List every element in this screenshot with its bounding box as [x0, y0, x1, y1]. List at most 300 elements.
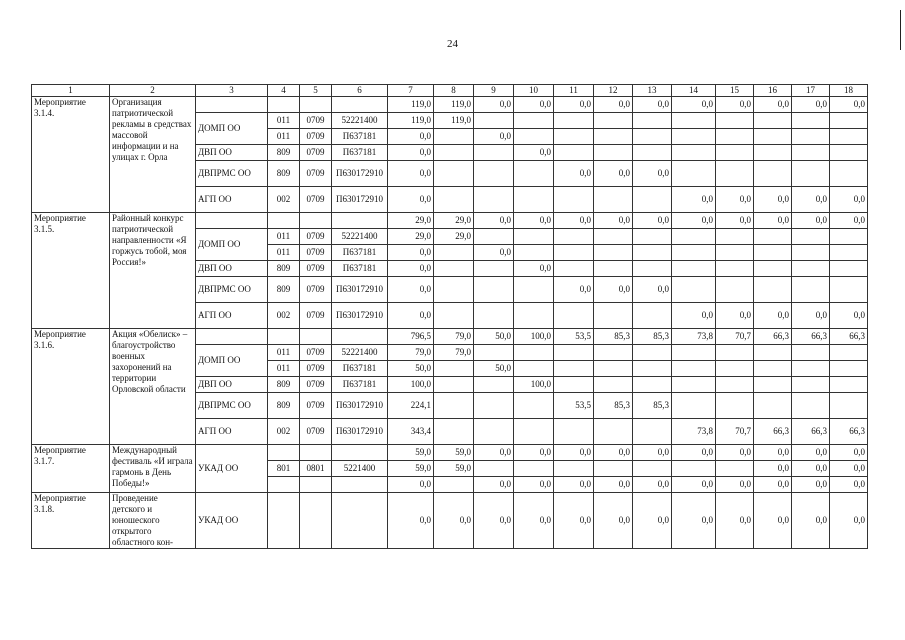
value-cell	[830, 345, 868, 361]
column-number: 6	[332, 85, 388, 97]
value-cell	[672, 113, 716, 129]
column-number: 14	[672, 85, 716, 97]
value-cell	[474, 277, 514, 303]
org-cell-empty	[196, 329, 268, 345]
value-cell	[672, 461, 716, 477]
value-cell	[474, 419, 514, 445]
value-cell: 0,0	[554, 277, 594, 303]
value-cell	[792, 161, 830, 187]
value-cell: 0,0	[514, 477, 554, 493]
value-cell: 85,3	[633, 329, 672, 345]
value-cell: 0,0	[672, 493, 716, 549]
measure-code: Мероприятие 3.1.8.	[32, 493, 110, 549]
value-cell	[434, 187, 474, 213]
value-cell	[474, 145, 514, 161]
value-cell	[716, 245, 754, 261]
value-cell	[716, 261, 754, 277]
code-cell-empty	[332, 97, 388, 113]
grbs-code: 809	[268, 393, 300, 419]
table-row	[32, 445, 868, 461]
value-cell: 59,0	[388, 461, 434, 477]
code-cell-empty	[332, 493, 388, 549]
value-cell	[672, 377, 716, 393]
value-cell	[754, 245, 792, 261]
value-cell: 119,0	[388, 113, 434, 129]
value-cell	[830, 161, 868, 187]
value-cell	[514, 245, 554, 261]
value-cell	[514, 113, 554, 129]
value-cell	[754, 393, 792, 419]
column-number: 10	[514, 85, 554, 97]
value-cell: 0,0	[474, 445, 514, 461]
code-cell-empty	[268, 97, 300, 113]
measure-name: Акция «Обелиск» – благоустройство военных захоронений на территории Орловской области	[110, 329, 196, 445]
value-cell: 29,0	[434, 229, 474, 245]
value-cell	[792, 145, 830, 161]
value-cell	[514, 345, 554, 361]
value-cell	[830, 129, 868, 145]
value-cell: 0,0	[792, 97, 830, 113]
grbs-code: 002	[268, 187, 300, 213]
value-cell: 0,0	[672, 97, 716, 113]
value-cell	[754, 145, 792, 161]
code-cell-empty	[300, 97, 332, 113]
column-number: 13	[633, 85, 672, 97]
value-cell	[633, 229, 672, 245]
table-row	[32, 213, 868, 229]
header-row	[32, 85, 868, 97]
value-cell	[792, 393, 830, 419]
value-cell	[830, 245, 868, 261]
value-cell	[754, 161, 792, 187]
value-cell: 0,0	[633, 97, 672, 113]
value-cell	[633, 419, 672, 445]
value-cell	[514, 277, 554, 303]
value-cell	[474, 393, 514, 419]
value-cell	[792, 345, 830, 361]
value-cell: 0,0	[388, 187, 434, 213]
column-number: 17	[792, 85, 830, 97]
value-cell: 0,0	[594, 493, 633, 549]
value-cell	[830, 277, 868, 303]
section-code: 0709	[300, 261, 332, 277]
value-cell: 0,0	[792, 477, 830, 493]
code-cell-empty	[268, 493, 300, 549]
value-cell: 0,0	[554, 213, 594, 229]
value-cell: 50,0	[474, 361, 514, 377]
value-cell: 0,0	[754, 477, 792, 493]
target-article-code: П637181	[332, 129, 388, 145]
value-cell	[672, 129, 716, 145]
grbs-code: 809	[268, 277, 300, 303]
value-cell: 119,0	[434, 113, 474, 129]
value-cell	[514, 187, 554, 213]
grbs-code: 809	[268, 161, 300, 187]
value-cell: 0,0	[633, 445, 672, 461]
value-cell: 0,0	[594, 97, 633, 113]
value-cell	[633, 361, 672, 377]
value-cell: 100,0	[514, 377, 554, 393]
value-cell: 59,0	[434, 461, 474, 477]
measure-code: Мероприятие 3.1.7.	[32, 445, 110, 493]
value-cell: 0,0	[754, 303, 792, 329]
section-code: 0709	[300, 377, 332, 393]
value-cell: 0,0	[830, 97, 868, 113]
value-cell: 85,3	[594, 329, 633, 345]
value-cell: 0,0	[474, 213, 514, 229]
value-cell	[474, 229, 514, 245]
target-article-code: П630172910	[332, 161, 388, 187]
value-cell: 0,0	[754, 97, 792, 113]
value-cell	[594, 419, 633, 445]
value-cell	[554, 261, 594, 277]
value-cell: 0,0	[792, 445, 830, 461]
value-cell	[754, 113, 792, 129]
value-cell	[633, 303, 672, 329]
value-cell: 0,0	[830, 187, 868, 213]
grbs-code: 011	[268, 229, 300, 245]
column-number: 7	[388, 85, 434, 97]
value-cell	[830, 377, 868, 393]
value-cell: 796,5	[388, 329, 434, 345]
value-cell	[554, 129, 594, 145]
org-name: ДВП ОО	[196, 261, 268, 277]
value-cell: 0,0	[633, 493, 672, 549]
value-cell: 0,0	[792, 213, 830, 229]
target-article-code: П630172910	[332, 419, 388, 445]
value-cell: 0,0	[716, 97, 754, 113]
value-cell: 50,0	[388, 361, 434, 377]
value-cell	[594, 187, 633, 213]
value-cell: 0,0	[672, 477, 716, 493]
value-cell	[594, 361, 633, 377]
org-name: ДОМП ОО	[196, 229, 268, 261]
target-article-code: П637181	[332, 361, 388, 377]
value-cell: 343,4	[388, 419, 434, 445]
grbs-code: 011	[268, 345, 300, 361]
value-cell: 53,5	[554, 393, 594, 419]
column-number: 12	[594, 85, 633, 97]
value-cell: 100,0	[388, 377, 434, 393]
column-number: 2	[110, 85, 196, 97]
code-cell-empty	[300, 493, 332, 549]
value-cell	[554, 229, 594, 245]
value-cell	[474, 345, 514, 361]
value-cell	[716, 377, 754, 393]
value-cell	[434, 303, 474, 329]
value-cell	[474, 187, 514, 213]
value-cell: 119,0	[434, 97, 474, 113]
code-cell-empty	[268, 445, 300, 461]
value-cell: 0,0	[792, 461, 830, 477]
grbs-code: 011	[268, 113, 300, 129]
target-article-code: П637181	[332, 261, 388, 277]
table-row	[32, 493, 868, 549]
value-cell	[633, 113, 672, 129]
value-cell: 0,0	[594, 445, 633, 461]
budget-table	[31, 84, 868, 549]
value-cell	[554, 345, 594, 361]
value-cell: 0,0	[594, 213, 633, 229]
value-cell	[672, 361, 716, 377]
code-cell-empty	[268, 477, 300, 493]
value-cell	[594, 261, 633, 277]
value-cell: 0,0	[754, 493, 792, 549]
value-cell	[434, 393, 474, 419]
org-name: ДВПРМС ОО	[196, 393, 268, 419]
value-cell: 0,0	[754, 213, 792, 229]
value-cell: 73,8	[672, 329, 716, 345]
value-cell	[792, 361, 830, 377]
value-cell: 79,0	[434, 345, 474, 361]
value-cell	[514, 461, 554, 477]
value-cell: 66,3	[754, 419, 792, 445]
value-cell	[792, 245, 830, 261]
value-cell: 70,7	[716, 419, 754, 445]
section-code: 0709	[300, 393, 332, 419]
value-cell: 0,0	[388, 129, 434, 145]
value-cell: 0,0	[754, 461, 792, 477]
grbs-code: 002	[268, 419, 300, 445]
value-cell	[716, 161, 754, 187]
value-cell: 0,0	[514, 445, 554, 461]
value-cell: 0,0	[792, 187, 830, 213]
value-cell	[754, 129, 792, 145]
value-cell: 0,0	[474, 97, 514, 113]
value-cell	[554, 377, 594, 393]
value-cell: 29,0	[388, 229, 434, 245]
value-cell	[514, 129, 554, 145]
value-cell: 66,3	[754, 329, 792, 345]
section-code: 0709	[300, 245, 332, 261]
measure-name: Проведение детского и юношеского открытого областного кон-	[110, 493, 196, 549]
value-cell	[716, 345, 754, 361]
org-name: ДВП ОО	[196, 377, 268, 393]
value-cell: 0,0	[554, 493, 594, 549]
code-cell-empty	[268, 329, 300, 345]
section-code: 0709	[300, 161, 332, 187]
value-cell	[514, 229, 554, 245]
value-cell: 0,0	[672, 187, 716, 213]
value-cell	[554, 361, 594, 377]
value-cell	[672, 261, 716, 277]
value-cell: 59,0	[434, 445, 474, 461]
value-cell: 0,0	[388, 145, 434, 161]
code-cell-empty	[332, 213, 388, 229]
value-cell: 0,0	[633, 477, 672, 493]
value-cell	[792, 377, 830, 393]
code-cell-empty	[332, 477, 388, 493]
measure-name: Районный конкурс патриотической направленности «Я горжусь тобой, моя Россия!»	[110, 213, 196, 329]
value-cell: 0,0	[716, 493, 754, 549]
org-name: УКАД ОО	[196, 493, 268, 549]
value-cell: 0,0	[554, 97, 594, 113]
value-cell: 0,0	[388, 477, 434, 493]
value-cell: 66,3	[830, 419, 868, 445]
value-cell: 0,0	[474, 129, 514, 145]
grbs-code: 809	[268, 261, 300, 277]
measure-code: Мероприятие 3.1.6.	[32, 329, 110, 445]
value-cell: 0,0	[672, 303, 716, 329]
value-cell	[434, 377, 474, 393]
value-cell: 0,0	[388, 161, 434, 187]
value-cell	[514, 361, 554, 377]
target-article-code: 52221400	[332, 113, 388, 129]
column-number: 15	[716, 85, 754, 97]
grbs-code: 011	[268, 245, 300, 261]
value-cell	[474, 113, 514, 129]
value-cell: 53,5	[554, 329, 594, 345]
value-cell: 224,1	[388, 393, 434, 419]
column-number: 16	[754, 85, 792, 97]
page-number: 24	[447, 38, 458, 50]
value-cell	[633, 345, 672, 361]
value-cell: 0,0	[792, 493, 830, 549]
value-cell	[716, 229, 754, 245]
org-name: АГП ОО	[196, 187, 268, 213]
grbs-code: 801	[268, 461, 300, 477]
value-cell	[594, 113, 633, 129]
org-name: УКАД ОО	[196, 445, 268, 493]
value-cell	[792, 129, 830, 145]
value-cell: 85,3	[594, 393, 633, 419]
value-cell: 119,0	[388, 97, 434, 113]
value-cell	[594, 461, 633, 477]
value-cell: 0,0	[716, 303, 754, 329]
target-article-code: П637181	[332, 377, 388, 393]
value-cell: 0,0	[830, 445, 868, 461]
value-cell	[594, 345, 633, 361]
value-cell: 0,0	[754, 445, 792, 461]
value-cell: 85,3	[633, 393, 672, 419]
value-cell	[434, 419, 474, 445]
value-cell	[594, 303, 633, 329]
value-cell: 0,0	[388, 493, 434, 549]
value-cell	[633, 377, 672, 393]
value-cell: 0,0	[754, 187, 792, 213]
value-cell	[514, 303, 554, 329]
value-cell	[474, 461, 514, 477]
value-cell: 0,0	[830, 213, 868, 229]
value-cell	[830, 261, 868, 277]
value-cell: 0,0	[830, 461, 868, 477]
value-cell	[754, 261, 792, 277]
value-cell	[716, 145, 754, 161]
value-cell	[554, 245, 594, 261]
table-row	[32, 97, 868, 113]
value-cell: 0,0	[474, 493, 514, 549]
value-cell: 0,0	[388, 303, 434, 329]
table-row	[32, 329, 868, 345]
code-cell-empty	[300, 477, 332, 493]
value-cell	[434, 129, 474, 145]
value-cell	[754, 277, 792, 303]
section-code: 0709	[300, 229, 332, 245]
value-cell	[514, 393, 554, 419]
org-name: ДВПРМС ОО	[196, 161, 268, 187]
measure-name: Организация патриотической рекламы в средствах массовой информации и на улицах г. Орла	[110, 97, 196, 213]
value-cell: 0,0	[594, 277, 633, 303]
value-cell	[434, 261, 474, 277]
target-article-code: П630172910	[332, 277, 388, 303]
column-number: 1	[32, 85, 110, 97]
value-cell: 0,0	[633, 277, 672, 303]
value-cell	[830, 145, 868, 161]
value-cell: 50,0	[474, 329, 514, 345]
value-cell	[434, 161, 474, 187]
code-cell-empty	[300, 213, 332, 229]
value-cell	[672, 229, 716, 245]
target-article-code: 52221400	[332, 229, 388, 245]
value-cell	[434, 245, 474, 261]
value-cell	[672, 145, 716, 161]
value-cell: 0,0	[554, 161, 594, 187]
value-cell	[633, 261, 672, 277]
section-code: 0709	[300, 419, 332, 445]
value-cell	[792, 261, 830, 277]
section-code: 0709	[300, 303, 332, 329]
target-article-code: П637181	[332, 145, 388, 161]
value-cell	[633, 187, 672, 213]
value-cell: 29,0	[388, 213, 434, 229]
value-cell	[830, 113, 868, 129]
target-article-code: П630172910	[332, 393, 388, 419]
value-cell	[514, 161, 554, 187]
value-cell	[554, 303, 594, 329]
value-cell: 73,8	[672, 419, 716, 445]
value-cell: 0,0	[388, 277, 434, 303]
value-cell: 0,0	[672, 213, 716, 229]
value-cell: 0,0	[554, 445, 594, 461]
value-cell	[792, 277, 830, 303]
code-cell-empty	[268, 213, 300, 229]
value-cell: 0,0	[830, 493, 868, 549]
value-cell: 0,0	[633, 161, 672, 187]
value-cell	[474, 377, 514, 393]
value-cell: 0,0	[716, 213, 754, 229]
value-cell: 59,0	[388, 445, 434, 461]
section-code: 0709	[300, 113, 332, 129]
value-cell: 0,0	[594, 477, 633, 493]
value-cell: 0,0	[474, 477, 514, 493]
value-cell: 0,0	[792, 303, 830, 329]
value-cell: 0,0	[388, 245, 434, 261]
value-cell: 66,3	[792, 419, 830, 445]
value-cell	[754, 377, 792, 393]
value-cell: 0,0	[514, 261, 554, 277]
measure-code: Мероприятие 3.1.5.	[32, 213, 110, 329]
org-name: ДВПРМС ОО	[196, 277, 268, 303]
page-edge-line	[900, 10, 901, 50]
target-article-code: 52221400	[332, 345, 388, 361]
value-cell	[554, 419, 594, 445]
value-cell	[474, 161, 514, 187]
value-cell	[716, 277, 754, 303]
value-cell	[514, 419, 554, 445]
value-cell: 0,0	[388, 261, 434, 277]
grbs-code: 011	[268, 129, 300, 145]
value-cell: 0,0	[830, 477, 868, 493]
code-cell-empty	[332, 329, 388, 345]
value-cell	[792, 229, 830, 245]
value-cell	[672, 393, 716, 419]
column-number: 3	[196, 85, 268, 97]
value-cell: 0,0	[594, 161, 633, 187]
grbs-code: 002	[268, 303, 300, 329]
value-cell: 0,0	[716, 187, 754, 213]
value-cell: 100,0	[514, 329, 554, 345]
value-cell: 0,0	[716, 477, 754, 493]
